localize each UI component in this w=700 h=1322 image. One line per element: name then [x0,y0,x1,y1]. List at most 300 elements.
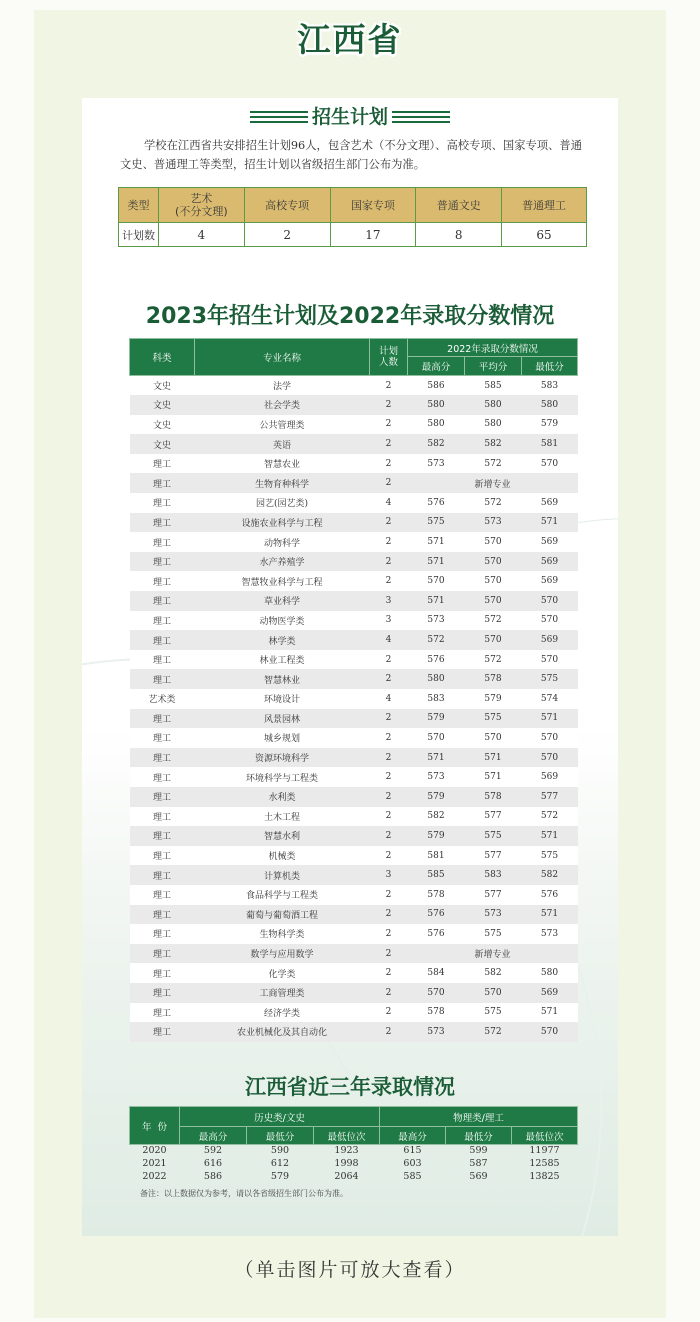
score-min: 575 [522,846,578,866]
score-max: 585 [408,865,465,885]
score-major: 英语 [195,434,370,454]
plan-header-science: 普通理工 [502,188,587,223]
year-row [130,1145,578,1158]
score-row [130,473,578,493]
year-cell-year: 2020 [142,1145,167,1157]
score-category: 理工 [130,826,195,846]
plan-header-college: 高校专项 [244,188,330,223]
score-max: 573 [408,454,465,474]
score-avg: 572 [465,454,522,474]
score-row [130,728,578,748]
plan-header-national: 国家专项 [330,188,416,223]
score-category: 理工 [130,591,195,611]
score-major: 智慧牧业科学与工程 [195,571,370,591]
note-text: 备注：以上数据仅为参考，请以各省级招生部门公布为准。 [140,1189,348,1198]
score-min: 570 [522,591,578,611]
scores-header-min: 最低分 [522,357,578,376]
score-max: 584 [408,963,465,983]
plan-table-header [119,188,587,223]
year-subheader: 最低位次 [512,1127,578,1145]
score-row [130,513,578,533]
score-major: 经济学类 [195,1003,370,1023]
score-category: 理工 [130,532,195,552]
score-row [130,571,578,591]
score-max: 578 [408,885,465,905]
score-category: 理工 [130,944,195,964]
score-row [130,591,578,611]
score-avg: 575 [465,924,522,944]
plan-table [118,187,587,247]
score-plan: 2 [370,748,408,768]
score-avg: 572 [465,1022,522,1042]
plan-value-art: 4 [158,223,244,247]
score-row [130,669,578,689]
score-max: 580 [408,669,465,689]
score-plan: 2 [370,905,408,925]
score-plan: 2 [370,767,408,787]
year-cell-h-min: 590 [270,1145,290,1157]
scores-body [130,376,578,1042]
score-major: 工商管理类 [195,983,370,1003]
score-plan: 2 [370,395,408,415]
score-category: 理工 [130,552,195,572]
score-row [130,415,578,435]
score-max: 573 [408,611,465,631]
score-min: 570 [522,650,578,670]
score-max: 571 [408,591,465,611]
score-avg: 578 [465,787,522,807]
score-min: 571 [522,513,578,533]
year-cell-h-rank: 1923 [334,1145,359,1157]
score-plan: 2 [370,728,408,748]
score-max: 582 [408,434,465,454]
score-avg: 570 [465,571,522,591]
score-min: 571 [522,905,578,925]
enlarge-hint[interactable]: （单击图片可放大查看） [234,1259,466,1281]
score-plan: 3 [370,591,408,611]
score-row [130,963,578,983]
year-cell-h-max: 616 [203,1158,223,1169]
score-min: 579 [522,415,578,435]
plan-table-row [119,223,587,247]
score-row [130,630,578,650]
score-row [130,532,578,552]
score-avg: 572 [465,650,522,670]
scores-header-max: 最高分 [408,357,465,376]
score-major: 生物育种科学 [195,473,370,493]
score-avg: 580 [465,415,522,435]
score-category: 文史 [130,395,195,415]
score-category: 理工 [130,924,195,944]
score-major: 化学类 [195,963,370,983]
plan-header-art: 艺术 (不分文理) [158,188,244,223]
year-header-history: 历史类/文史 [180,1107,380,1127]
score-plan: 2 [370,532,408,552]
score-avg: 570 [465,630,522,650]
score-category: 理工 [130,493,195,513]
year-subheader: 最高分 [180,1127,247,1145]
score-min: 570 [522,611,578,631]
score-avg: 578 [465,669,522,689]
year-cell-p-max: 603 [403,1158,422,1169]
score-avg: 572 [465,493,522,513]
year-body [130,1145,578,1184]
score-major: 资源环境科学 [195,748,370,768]
score-major: 动物医学类 [195,611,370,631]
score-major: 数学与应用数学 [195,944,370,964]
score-max: 581 [408,846,465,866]
score-plan: 2 [370,963,408,983]
score-row [130,1003,578,1023]
score-category: 理工 [130,454,195,474]
score-new-major: 新增专业 [408,944,578,964]
score-plan: 2 [370,473,408,493]
score-plan: 4 [370,689,408,709]
score-max: 573 [408,1022,465,1042]
year-cell-p-max: 585 [403,1171,422,1182]
year-cell-h-min: 579 [270,1171,290,1182]
score-plan: 2 [370,1022,408,1042]
score-category: 理工 [130,905,195,925]
score-category: 理工 [130,1003,195,1023]
scores-header-group: 2022年录取分数情况 [408,339,578,357]
score-major: 计算机类 [195,865,370,885]
score-major: 社会学类 [195,395,370,415]
score-min: 569 [522,552,578,572]
score-category: 理工 [130,807,195,827]
score-max: 576 [408,905,465,925]
year-cell-p-min: 569 [469,1171,488,1182]
score-category: 艺术类 [130,689,195,709]
heading-ornament-right [392,111,450,123]
score-category: 理工 [130,983,195,1003]
score-category: 理工 [130,728,195,748]
score-major: 智慧水利 [195,826,370,846]
score-new-major: 新增专业 [408,473,578,493]
year-cell-h-rank: 2064 [334,1171,359,1182]
score-row [130,865,578,885]
plan-value-science: 65 [502,223,587,247]
score-avg: 577 [465,846,522,866]
score-min: 572 [522,807,578,827]
score-category: 理工 [130,611,195,631]
score-row [130,650,578,670]
score-category: 理工 [130,787,195,807]
score-major: 水利类 [195,787,370,807]
score-major: 草业科学 [195,591,370,611]
score-category: 理工 [130,865,195,885]
year-subheader: 最低分 [446,1127,512,1145]
score-plan: 4 [370,630,408,650]
score-major: 设施农业科学与工程 [195,513,370,533]
score-max: 580 [408,415,465,435]
score-max: 573 [408,767,465,787]
score-major: 土木工程 [195,807,370,827]
score-max: 571 [408,552,465,572]
scores-header-major: 专业名称 [195,339,370,376]
plan-value-college: 2 [244,223,330,247]
plan-intro: 学校在江西省共安排招生计划96人，包含艺术（不分文理）、高校专项、国家专项、普通文史、普通理工等类型，招生计划以省级招生部门公布为准。 [120,139,583,171]
three-year-title: 江西省近三年录取情况 [245,1075,455,1099]
score-category: 理工 [130,1022,195,1042]
year-cell-p-min: 599 [469,1145,488,1157]
score-avg: 575 [465,1003,522,1023]
year-header-physics: 物理类/理工 [380,1107,578,1127]
score-plan: 2 [370,709,408,729]
score-max: 570 [408,983,465,1003]
score-min: 569 [522,983,578,1003]
score-avg: 570 [465,552,522,572]
score-min: 569 [522,493,578,513]
year-subheader: 最高分 [380,1127,446,1145]
score-max: 579 [408,709,465,729]
score-min: 583 [522,376,578,396]
score-max: 576 [408,493,465,513]
score-major: 林学类 [195,630,370,650]
score-row [130,454,578,474]
score-plan: 2 [370,1003,408,1023]
score-max: 586 [408,376,465,396]
score-min: 582 [522,865,578,885]
score-category: 理工 [130,669,195,689]
score-min: 580 [522,963,578,983]
score-avg: 577 [465,885,522,905]
score-category: 理工 [130,650,195,670]
score-min: 581 [522,434,578,454]
scores-header-row [130,339,578,357]
score-plan: 2 [370,669,408,689]
score-max: 575 [408,513,465,533]
score-row [130,807,578,827]
scores-title: 2023年招生计划及2022年录取分数情况 [145,304,555,329]
score-row [130,826,578,846]
score-plan: 2 [370,924,408,944]
score-category: 理工 [130,473,195,493]
score-category: 理工 [130,630,195,650]
year-row [130,1158,578,1171]
plan-header-type: 类型 [119,188,159,223]
score-row [130,611,578,631]
score-avg: 577 [465,807,522,827]
score-avg: 570 [465,983,522,1003]
score-major: 智慧农业 [195,454,370,474]
score-plan: 4 [370,493,408,513]
score-major: 林业工程类 [195,650,370,670]
score-category: 理工 [130,767,195,787]
score-plan: 2 [370,571,408,591]
score-major: 机械类 [195,846,370,866]
score-major: 法学 [195,376,370,396]
score-category: 理工 [130,963,195,983]
score-plan: 2 [370,983,408,1003]
score-row [130,434,578,454]
score-min: 569 [522,571,578,591]
plan-heading [250,106,450,128]
score-major: 水产养殖学 [195,552,370,572]
score-major: 环境科学与工程类 [195,767,370,787]
score-avg: 575 [465,709,522,729]
score-max: 583 [408,689,465,709]
year-cell-p-rank: 13825 [529,1171,560,1182]
score-min: 580 [522,395,578,415]
score-category: 理工 [130,846,195,866]
score-min: 571 [522,826,578,846]
score-max: 570 [408,728,465,748]
score-row [130,924,578,944]
score-plan: 2 [370,826,408,846]
score-category: 文史 [130,415,195,435]
score-row [130,709,578,729]
scores-header-category: 科类 [130,339,195,376]
plan-header-liberal: 普通文史 [416,188,502,223]
score-major: 城乡规划 [195,728,370,748]
score-min: 576 [522,885,578,905]
score-max: 578 [408,1003,465,1023]
score-row [130,767,578,787]
score-avg: 580 [465,395,522,415]
score-plan: 2 [370,454,408,474]
score-major: 环境设计 [195,689,370,709]
score-row [130,689,578,709]
score-category: 文史 [130,434,195,454]
score-row [130,885,578,905]
plan-row-label: 计划数 [119,223,159,247]
year-cell-year: 2021 [142,1158,167,1169]
score-plan: 2 [370,376,408,396]
heading-ornament-left [250,111,308,123]
three-year-table [129,1106,578,1184]
score-plan: 2 [370,944,408,964]
score-row [130,552,578,572]
score-plan: 2 [370,787,408,807]
score-avg: 571 [465,748,522,768]
score-row [130,376,578,396]
score-min: 570 [522,728,578,748]
score-avg: 585 [465,376,522,396]
scores-table [129,338,578,1042]
year-cell-p-rank: 12585 [529,1158,560,1169]
year-header-year: 年 份 [130,1107,180,1145]
score-category: 文史 [130,376,195,396]
score-min: 569 [522,532,578,552]
year-cell-h-max: 586 [203,1171,223,1182]
score-min: 570 [522,1022,578,1042]
score-category: 理工 [130,709,195,729]
score-min: 571 [522,1003,578,1023]
score-row [130,846,578,866]
scores-header-avg: 平均分 [465,357,522,376]
score-min: 570 [522,748,578,768]
year-cell-p-rank: 11977 [529,1145,560,1157]
year-cell-h-rank: 1998 [334,1158,359,1169]
score-avg: 579 [465,689,522,709]
score-max: 579 [408,787,465,807]
score-category: 理工 [130,885,195,905]
score-min: 577 [522,787,578,807]
score-max: 571 [408,532,465,552]
score-row [130,944,578,964]
score-row [130,493,578,513]
score-plan: 2 [370,552,408,572]
score-category: 理工 [130,513,195,533]
year-cell-p-max: 615 [403,1145,422,1157]
score-max: 572 [408,630,465,650]
score-major: 风景园林 [195,709,370,729]
score-category: 理工 [130,571,195,591]
score-row [130,983,578,1003]
score-max: 579 [408,826,465,846]
score-row [130,1022,578,1042]
year-cell-h-min: 612 [270,1158,290,1169]
score-row [130,395,578,415]
score-plan: 2 [370,885,408,905]
score-major: 农业机械化及其自动化 [195,1022,370,1042]
score-avg: 572 [465,611,522,631]
score-avg: 582 [465,434,522,454]
score-min: 570 [522,454,578,474]
score-plan: 3 [370,865,408,885]
score-avg: 582 [465,963,522,983]
score-major: 食品科学与工程类 [195,885,370,905]
year-subheader: 最低位次 [314,1127,380,1145]
score-avg: 570 [465,532,522,552]
score-major: 智慧林业 [195,669,370,689]
score-max: 580 [408,395,465,415]
score-max: 582 [408,807,465,827]
score-min: 569 [522,630,578,650]
score-plan: 2 [370,513,408,533]
score-avg: 575 [465,826,522,846]
score-max: 576 [408,924,465,944]
score-min: 574 [522,689,578,709]
score-major: 葡萄与葡萄酒工程 [195,905,370,925]
score-avg: 573 [465,905,522,925]
score-plan: 2 [370,807,408,827]
scores-header-plan: 计划 人数 [370,339,408,376]
score-plan: 2 [370,434,408,454]
score-major: 动物科学 [195,532,370,552]
year-subheader-row [130,1127,578,1145]
score-max: 576 [408,650,465,670]
score-plan: 2 [370,415,408,435]
province-title: 江西省 [297,20,403,59]
score-min: 569 [522,767,578,787]
score-plan: 2 [370,846,408,866]
score-avg: 573 [465,513,522,533]
year-cell-h-max: 592 [203,1145,223,1157]
score-min: 571 [522,709,578,729]
score-avg: 570 [465,591,522,611]
score-max: 570 [408,571,465,591]
score-row [130,748,578,768]
score-min: 573 [522,924,578,944]
plan-heading-text: 招生计划 [311,106,388,128]
score-avg: 571 [465,767,522,787]
score-min: 575 [522,669,578,689]
score-avg: 570 [465,728,522,748]
score-avg: 583 [465,865,522,885]
year-subheader: 最低分 [247,1127,314,1145]
plan-value-national: 17 [330,223,416,247]
plan-value-liberal: 8 [416,223,502,247]
year-header-row [130,1107,578,1127]
score-row [130,787,578,807]
score-max: 571 [408,748,465,768]
score-row [130,905,578,925]
year-cell-year: 2022 [142,1171,167,1182]
year-cell-p-min: 587 [469,1158,488,1169]
score-plan: 2 [370,650,408,670]
